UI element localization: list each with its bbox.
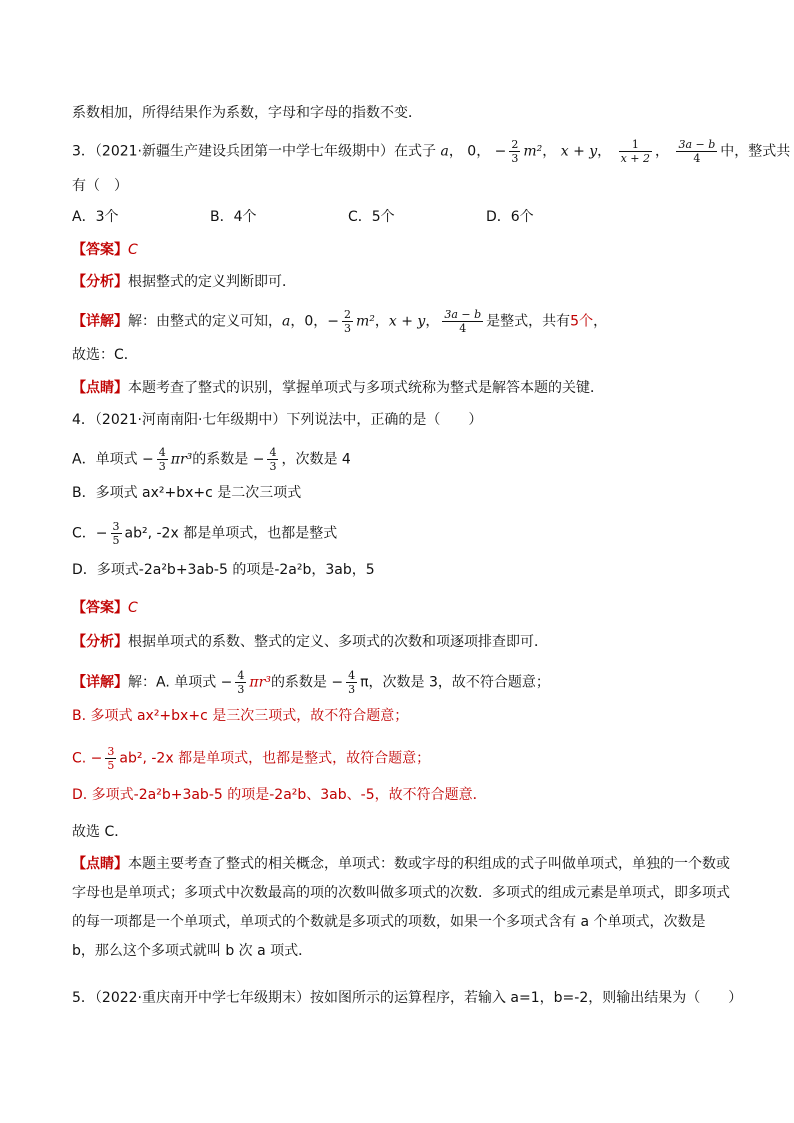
q4-option-b: B．多项式 ax²+bx+c 是二次三项式 xyxy=(72,485,302,501)
q3-analysis: 【分析】根据整式的定义判断即可． xyxy=(72,274,296,290)
q3-stem-cont: 有（ ） xyxy=(72,178,128,194)
fraction-3a-b-4: $\frac{3a - b}{4}$ xyxy=(444,308,482,335)
q4-option-d: D．多项式-2a²b+3ab-5 的项是-2a²b，3ab，5 xyxy=(72,562,375,578)
q3-answer: 【答案】C xyxy=(72,242,138,258)
q3-stem: 3．（2021·新疆生产建设兵团第一中学七年级期中）在式子 a， 0， − $\frac{2}{3}$ m²， x + y， $\frac{1}{x + 2}$ ， $\frac{3a - b}{4}$ 中，整式共 xyxy=(72,138,791,165)
q4-option-c: C．− $\frac{3}{5}$ ab², -2x 都是单项式，也都是整式 xyxy=(72,520,338,547)
q3-detail: 【详解】解：由整式的定义可知，a，0，− $\frac{2}{3}$ m²，x + y， $\frac{3a - b}{4}$ 是整式，共有5个， xyxy=(72,308,608,335)
q4-conclusion: 故选 C． xyxy=(72,824,129,840)
text-continuation: 系数相加，所得结果作为系数，字母和字母的指数不变． xyxy=(72,105,422,121)
q4-answer: 【答案】C xyxy=(72,600,138,616)
fraction-3-5: $\frac{3}{5}$ xyxy=(107,745,115,772)
fraction-1-x2: $\frac{1}{x + 2}$ xyxy=(620,138,651,165)
fraction-4-3: $\frac{4}{3}$ xyxy=(348,669,356,696)
q4-stem: 4．（2021·河南南阳·七年级期中）下列说法中，正确的是（ ） xyxy=(72,412,483,428)
q4-detail-a: 【详解】解：A. 单项式 − $\frac{4}{3}$ πr³的系数是 − $\frac{4}{3}$ π，次数是 3，故不符合题意； xyxy=(72,669,550,696)
q4-option-a: A．单项式 − $\frac{4}{3}$ πr³的系数是 − $\frac{4}{3}$ ，次数是 4 xyxy=(72,446,351,473)
q4-analysis: 【分析】根据单项式的系数、整式的定义、多项式的次数和项逐项排查即可． xyxy=(72,634,548,650)
q3-option-a: A．3个 xyxy=(72,209,119,225)
q5-stem: 5．（2022·重庆南开中学七年级期末）按如图所示的运算程序，若输入 a=1，b=-2，则输出结果为（ ） xyxy=(72,990,743,1006)
fraction-2-3: $\frac{2}{3}$ xyxy=(344,308,352,335)
fraction-4-3: $\frac{4}{3}$ xyxy=(237,669,245,696)
fraction-3-5: $\frac{3}{5}$ xyxy=(112,520,120,547)
q3-option-b: B．4个 xyxy=(210,209,257,225)
fraction-4-3: $\frac{4}{3}$ xyxy=(269,446,277,473)
q3-option-d: D．6个 xyxy=(486,209,534,225)
q3-option-c: C．5个 xyxy=(348,209,395,225)
fraction-3a-b-4: $\frac{3a - b}{4}$ xyxy=(678,138,716,165)
q3-options xyxy=(72,207,734,227)
fraction-2-3: $\frac{2}{3}$ xyxy=(511,138,519,165)
q3-conclusion: 故选：C． xyxy=(72,347,138,363)
q4-detail-b: B. 多项式 ax²+bx+c 是三次三项式，故不符合题意； xyxy=(72,708,409,724)
q4-point: 【点睛】本题主要考查了整式的相关概念，单项式：数或字母的积组成的式子叫做单项式，单独的一个数或字母也是单项式；多项式中次数最高的项的次数叫做多项式的次数．多项式的组成元素是单项式，即多项式的每一项都是一个单项式，单项式的个数就是多项式的项数，如果一个多项式含有 a 个单项式，次数是 b，那么这个多项式就叫 b 次 a 项式． xyxy=(72,856,730,959)
fraction-4-3: $\frac{4}{3}$ xyxy=(158,446,166,473)
q4-detail-c: C. − $\frac{3}{5}$ ab², -2x 都是单项式，也都是整式，故符合题意； xyxy=(72,745,431,772)
q4-detail-d: D. 多项式-2a²b+3ab-5 的项是-2a²b、3ab、-5，故不符合题意． xyxy=(72,787,487,803)
q3-point: 【点睛】本题考查了整式的识别，掌握单项式与多项式统称为整式是解答本题的关键． xyxy=(72,380,604,396)
